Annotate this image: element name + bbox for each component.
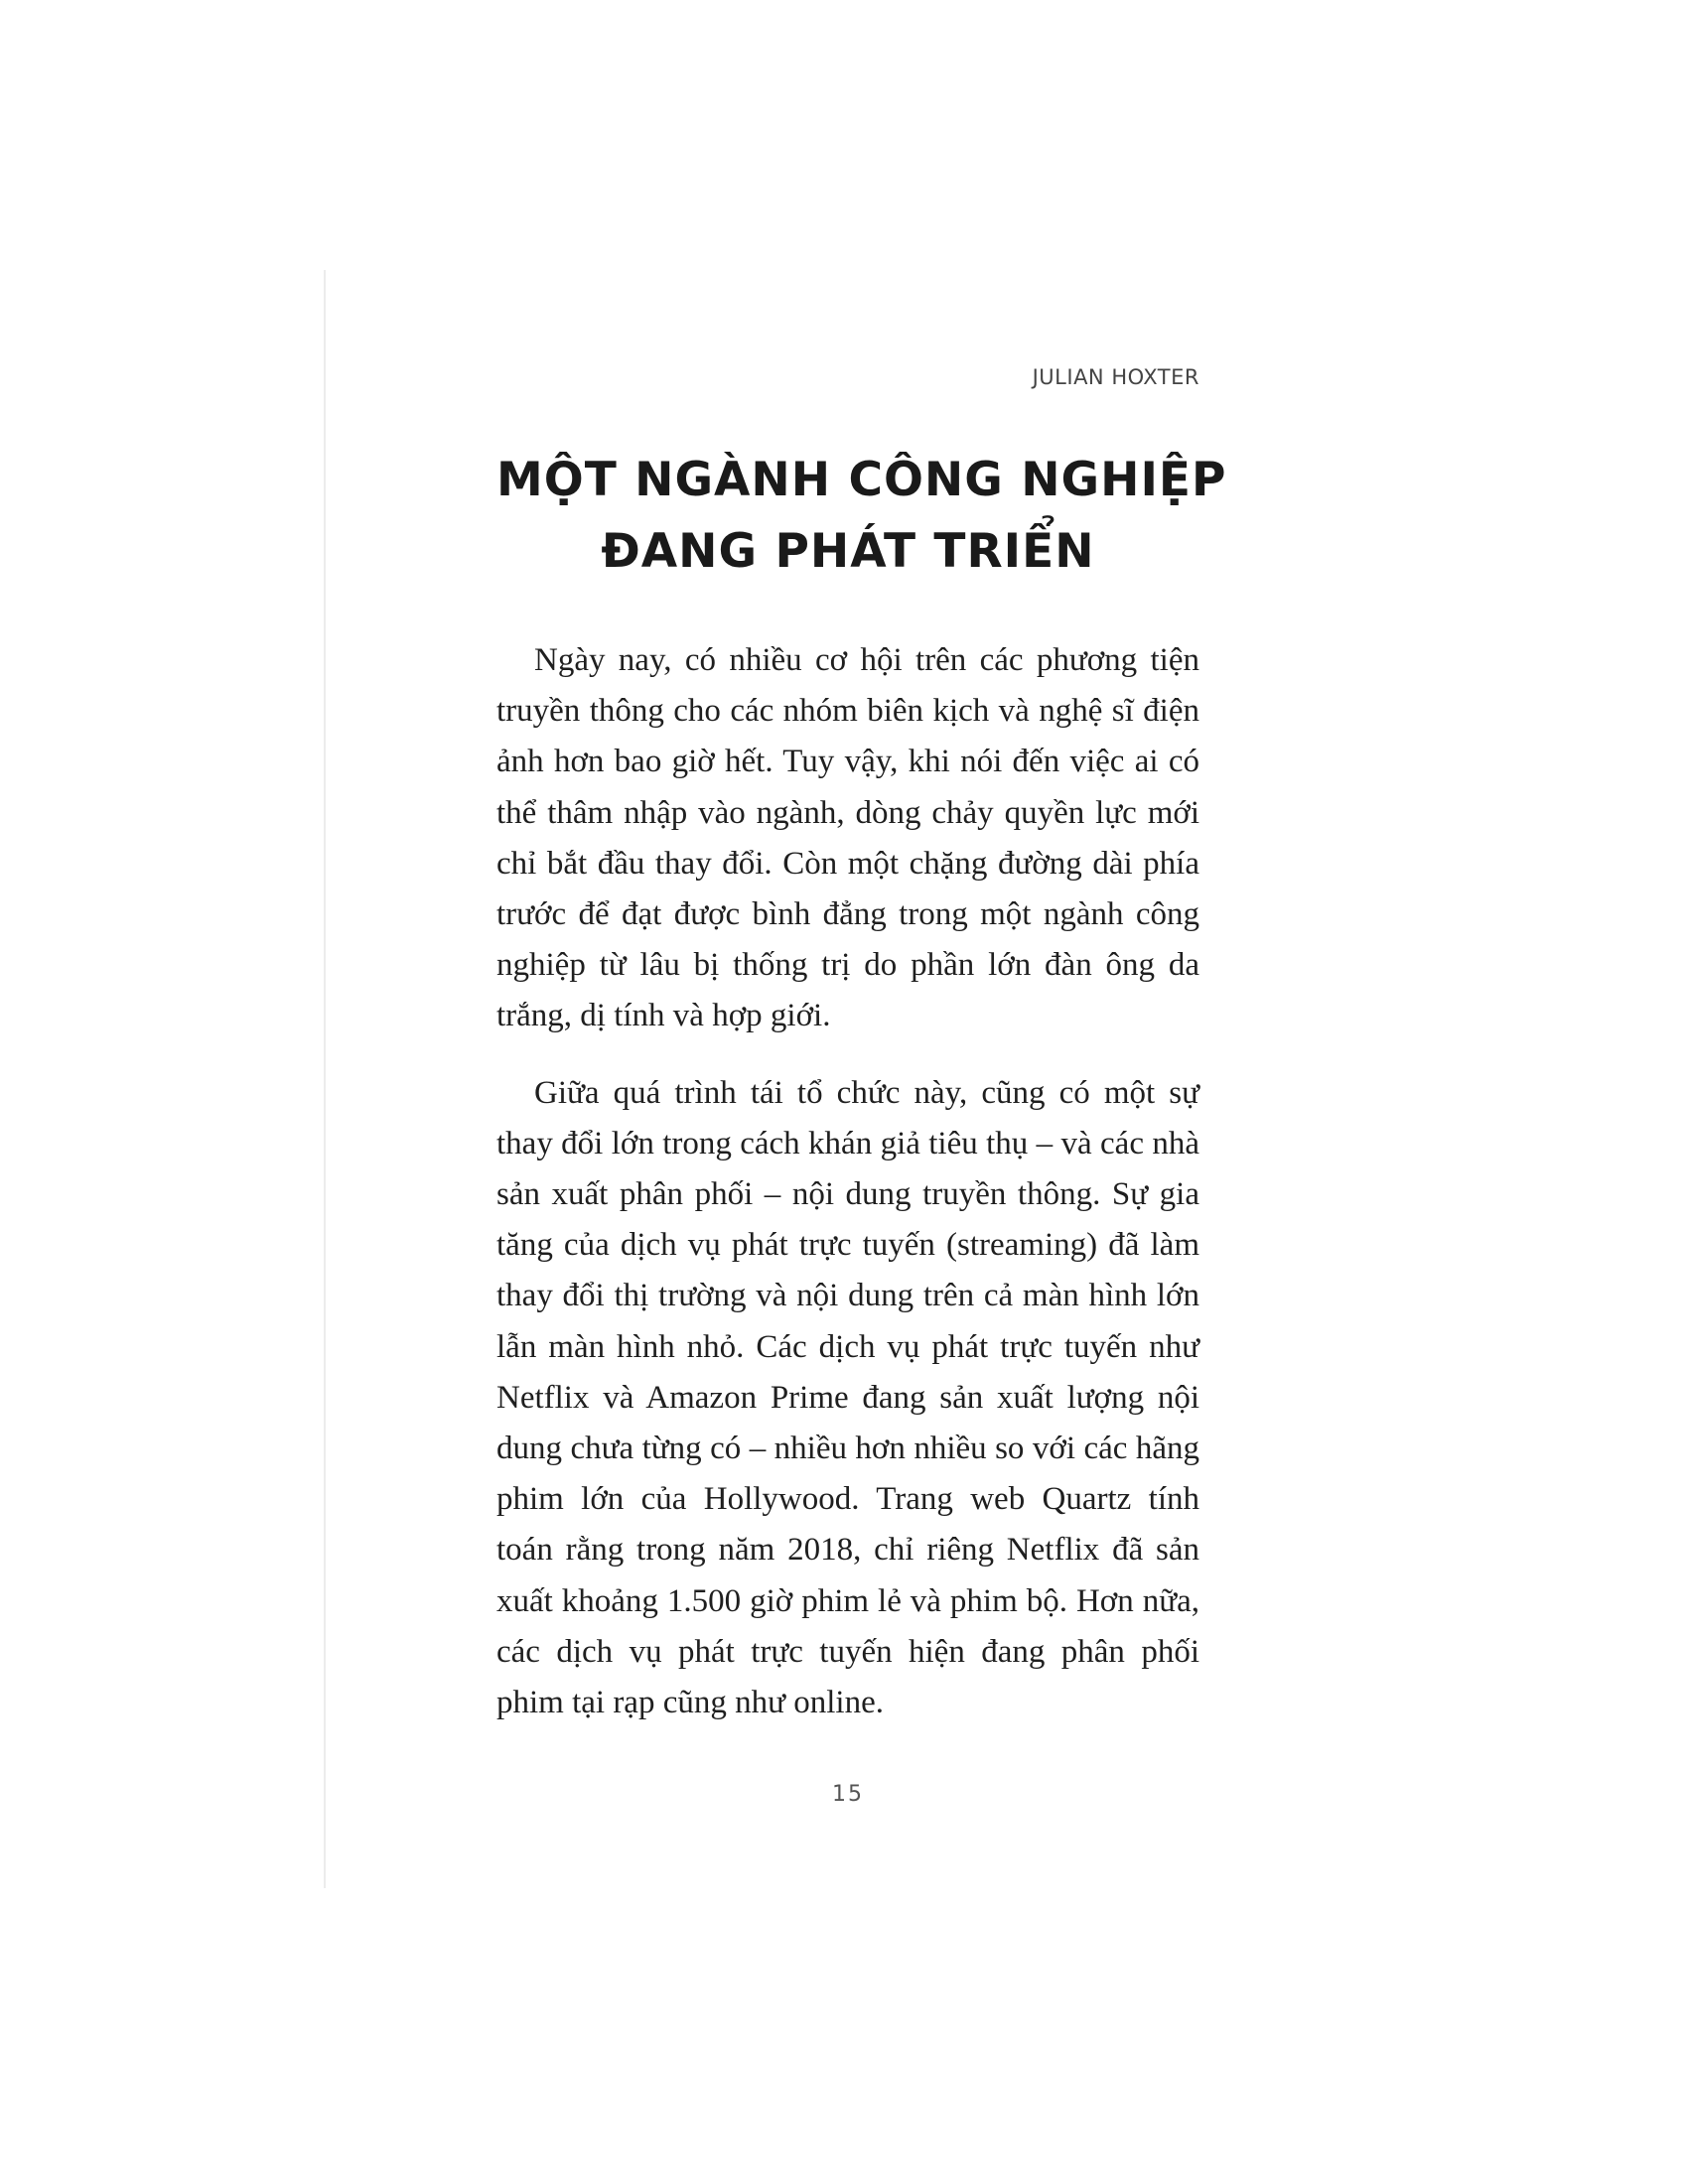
- gutter-line: [324, 270, 326, 1888]
- paragraph: Ngày nay, có nhiều cơ hội trên các phương tiện truyền thông cho các nhóm biên kịch và nghệ sĩ điện ảnh hơn bao giờ hết. Tuy vậy, khi nói đến việc ai có thể thâm nhập vào ngành, dòng chảy quyền lực mới chỉ bắt đầu thay đổi. Còn một chặng đường dài phía trước để đạt được bình đẳng trong một ngành công nghiệp từ lâu bị thống trị do phần lớn đàn ông da trắng, dị tính và hợp giới.: [496, 642, 1199, 1034]
- chapter-title-line-2: ĐANG PHÁT TRIỂN: [601, 524, 1095, 579]
- chapter-title: [496, 445, 1227, 588]
- page-number: 15: [832, 1782, 864, 1807]
- running-header: JULIAN HOXTER: [1032, 365, 1199, 389]
- chapter-title-line-1: MỘT NGÀNH CÔNG NGHIỆP: [496, 453, 1227, 507]
- body-text: [496, 635, 1199, 1754]
- paragraph: Giữa quá trình tái tổ chức này, cũng có một sự thay đổi lớn trong cách khán giả tiêu thụ – và các nhà sản xuất phân phối – nội dung truyền thông. Sự gia tăng của dịch vụ phát trực tuyến (streaming) đã làm thay đổi thị trường và nội dung trên cả màn hình lớn lẫn màn hình nhỏ. Các dịch vụ phát trực tuyến như Netflix và Amazon Prime đang sản xuất lượng nội dung chưa từng có – nhiều hơn nhiều so với các hãng phim lớn của Hollywood. Trang web Quartz tính toán rằng trong năm 2018, chỉ riêng Netflix đã sản xuất khoảng 1.500 giờ phim lẻ và phim bộ. Hơn nữa, các dịch vụ phát trực tuyến hiện đang phân phối phim tại rạp cũng như online.: [496, 1074, 1199, 1721]
